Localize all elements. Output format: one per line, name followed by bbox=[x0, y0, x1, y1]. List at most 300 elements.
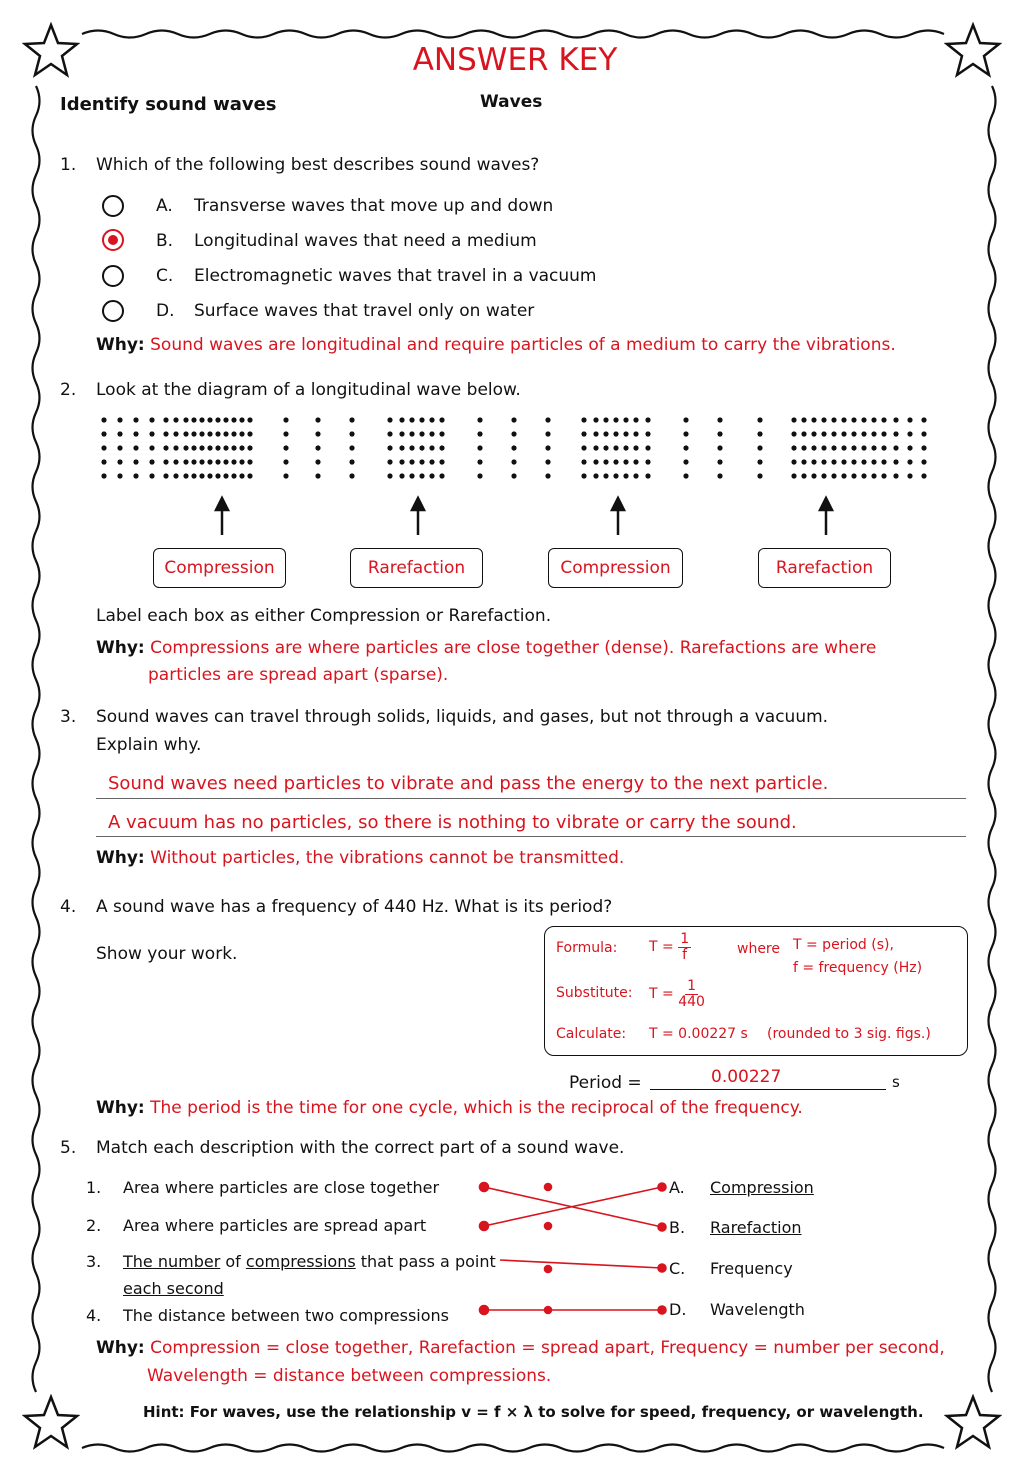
particle-dot bbox=[593, 431, 598, 436]
q1-text: Which of the following best describes sound waves? bbox=[96, 155, 540, 175]
answer-text: Compression bbox=[710, 1178, 814, 1197]
particle-dot bbox=[477, 473, 482, 478]
particle-dot bbox=[545, 445, 550, 450]
q2-text: Look at the diagram of a longitudinal wave below. bbox=[96, 380, 521, 400]
particle-dot bbox=[239, 417, 244, 422]
where-f: f = frequency (Hz) bbox=[793, 960, 923, 976]
particle-dot bbox=[871, 417, 876, 422]
particle-dot bbox=[811, 431, 816, 436]
particle-dot bbox=[399, 445, 404, 450]
particle-dot bbox=[409, 473, 414, 478]
q1-why bbox=[96, 335, 896, 355]
particle-dot bbox=[861, 417, 866, 422]
particle-dot bbox=[387, 445, 392, 450]
q5-why-line1: Compression = close together, Rarefaction = spread apart, Frequency = number per second, bbox=[150, 1338, 945, 1358]
particle-dot bbox=[419, 431, 424, 436]
particle-dot bbox=[623, 417, 628, 422]
where-t: T = period (s), bbox=[793, 937, 894, 953]
particle-dot bbox=[349, 417, 354, 422]
particle-dot bbox=[419, 417, 424, 422]
particle-dot bbox=[683, 473, 688, 478]
particle-dot bbox=[183, 459, 188, 464]
label-box-2[interactable]: Rarefaction bbox=[350, 548, 483, 588]
particle-dot bbox=[349, 473, 354, 478]
particle-dot bbox=[717, 445, 722, 450]
particle-dot bbox=[921, 417, 926, 422]
q4-show-work: Show your work. bbox=[96, 944, 238, 964]
substitute-equation bbox=[649, 979, 705, 1009]
q2-why bbox=[96, 638, 876, 658]
particle-dot bbox=[581, 431, 586, 436]
particle-dot bbox=[399, 459, 404, 464]
particle-dot bbox=[645, 417, 650, 422]
particle-dot bbox=[801, 417, 806, 422]
particle-dot bbox=[223, 473, 228, 478]
particle-dot bbox=[581, 445, 586, 450]
particle-dot bbox=[173, 459, 178, 464]
q3-text-line1: Sound waves can travel through solids, liquids, and gases, but not through a vacuum. bbox=[96, 707, 829, 727]
particle-dot bbox=[223, 459, 228, 464]
particle-dot bbox=[613, 473, 618, 478]
particle-dot bbox=[117, 459, 122, 464]
particle-dot bbox=[409, 445, 414, 450]
radio-icon[interactable] bbox=[102, 195, 124, 217]
particle-dot bbox=[645, 431, 650, 436]
particle-dot bbox=[429, 417, 434, 422]
particle-dot bbox=[183, 431, 188, 436]
particle-dot bbox=[717, 473, 722, 478]
radio-icon[interactable] bbox=[102, 300, 124, 322]
particle-dot bbox=[841, 445, 846, 450]
particle-dot bbox=[215, 473, 220, 478]
particle-dot bbox=[215, 431, 220, 436]
particle-dot bbox=[133, 431, 138, 436]
particle-dot bbox=[239, 445, 244, 450]
q5-why-line2: Wavelength = distance between compressions. bbox=[147, 1366, 552, 1386]
particle-dot bbox=[477, 459, 482, 464]
particle-dot bbox=[477, 417, 482, 422]
particle-dot bbox=[191, 445, 196, 450]
particle-dot bbox=[231, 459, 236, 464]
particle-dot bbox=[757, 445, 762, 450]
particle-dot bbox=[613, 431, 618, 436]
q4-why bbox=[96, 1098, 803, 1118]
particle-dot bbox=[215, 445, 220, 450]
answer-letter: A. bbox=[669, 1178, 685, 1197]
particle-dot bbox=[315, 431, 320, 436]
q3-why bbox=[96, 848, 624, 868]
particle-dot bbox=[173, 473, 178, 478]
particle-dot bbox=[603, 459, 608, 464]
particle-dot bbox=[717, 459, 722, 464]
radio-icon[interactable] bbox=[102, 229, 124, 251]
particle-dot bbox=[791, 473, 796, 478]
particle-dot bbox=[429, 445, 434, 450]
subject-label: Waves bbox=[480, 92, 543, 112]
particle-dot bbox=[429, 431, 434, 436]
particle-dot bbox=[811, 459, 816, 464]
label-box-3[interactable]: Compression bbox=[548, 548, 683, 588]
particle-dot bbox=[881, 417, 886, 422]
t-equals: T = bbox=[649, 986, 674, 1003]
particle-dot bbox=[811, 417, 816, 422]
particle-dot bbox=[593, 473, 598, 478]
calculate-label: Calculate: bbox=[556, 1026, 627, 1042]
particle-dot bbox=[149, 459, 154, 464]
particle-dot bbox=[387, 417, 392, 422]
q1-option-text: Longitudinal waves that need a medium bbox=[194, 231, 537, 251]
rounding-note: (rounded to 3 sig. figs.) bbox=[767, 1026, 931, 1042]
particle-dot bbox=[215, 417, 220, 422]
answer-letter: B. bbox=[669, 1218, 686, 1237]
particle-dot bbox=[429, 459, 434, 464]
particle-dot bbox=[511, 417, 516, 422]
particle-dot bbox=[821, 459, 826, 464]
particle-dot bbox=[199, 459, 204, 464]
particle-dot bbox=[593, 417, 598, 422]
particle-dot bbox=[861, 445, 866, 450]
particle-dot bbox=[387, 431, 392, 436]
particle-dot bbox=[613, 459, 618, 464]
denominator: f bbox=[682, 946, 688, 963]
q4-number: 4. bbox=[60, 897, 77, 917]
numerator: 1 bbox=[687, 978, 697, 994]
particle-dot bbox=[623, 473, 628, 478]
particle-dot bbox=[511, 445, 516, 450]
particle-dot bbox=[133, 459, 138, 464]
particle-dot bbox=[399, 417, 404, 422]
desc-number: 2. bbox=[86, 1216, 102, 1235]
answer-line bbox=[96, 798, 966, 799]
particle-dot bbox=[811, 473, 816, 478]
particle-dot bbox=[851, 459, 856, 464]
particle-dot bbox=[207, 431, 212, 436]
topic-label: Identify sound waves bbox=[60, 94, 277, 115]
particle-dot bbox=[223, 417, 228, 422]
particle-dot bbox=[921, 473, 926, 478]
particle-dot bbox=[223, 445, 228, 450]
particle-dot bbox=[199, 445, 204, 450]
particle-dot bbox=[399, 473, 404, 478]
particle-dot bbox=[191, 459, 196, 464]
particle-dot bbox=[207, 445, 212, 450]
particle-dot bbox=[683, 445, 688, 450]
q1-option-letter: B. bbox=[156, 231, 174, 251]
arrow-up-icon bbox=[412, 498, 424, 535]
particle-dot bbox=[133, 417, 138, 422]
particle-dot bbox=[633, 417, 638, 422]
particle-dot bbox=[387, 459, 392, 464]
particle-dot bbox=[717, 431, 722, 436]
longitudinal-wave-diagram bbox=[90, 410, 950, 550]
matching-lines[interactable] bbox=[470, 1170, 670, 1330]
period-label: Period = bbox=[569, 1073, 642, 1093]
particle-dot bbox=[101, 473, 106, 478]
particle-dot bbox=[907, 431, 912, 436]
particle-dot bbox=[439, 445, 444, 450]
particle-dot bbox=[283, 473, 288, 478]
particle-dot bbox=[921, 431, 926, 436]
q5-number: 5. bbox=[60, 1138, 77, 1158]
particle-dot bbox=[117, 473, 122, 478]
particle-dot bbox=[239, 473, 244, 478]
particle-dot bbox=[409, 431, 414, 436]
particle-dot bbox=[399, 431, 404, 436]
desc-number: 4. bbox=[86, 1306, 102, 1325]
why-label: Why: bbox=[96, 1098, 145, 1118]
q2-why-line1: Compressions are where particles are close together (dense). Rarefactions are where bbox=[150, 638, 877, 658]
particle-dot bbox=[545, 417, 550, 422]
particle-dot bbox=[439, 459, 444, 464]
particle-dot bbox=[861, 431, 866, 436]
q3-answer-line2[interactable]: A vacuum has no particles, so there is nothing to vibrate or carry the sound. bbox=[108, 812, 797, 833]
particle-dot bbox=[893, 445, 898, 450]
particle-dot bbox=[921, 445, 926, 450]
particle-dot bbox=[633, 445, 638, 450]
particle-dot bbox=[419, 445, 424, 450]
particle-dot bbox=[851, 473, 856, 478]
particle-dot bbox=[283, 417, 288, 422]
particle-dot bbox=[581, 459, 586, 464]
particle-dot bbox=[861, 473, 866, 478]
q1-option-text: Surface waves that travel only on water bbox=[194, 301, 535, 321]
particle-dot bbox=[881, 431, 886, 436]
particle-dot bbox=[163, 473, 168, 478]
particle-dot bbox=[593, 445, 598, 450]
particle-dot bbox=[841, 417, 846, 422]
particle-dot bbox=[871, 445, 876, 450]
particle-dot bbox=[757, 417, 762, 422]
particle-dot bbox=[149, 417, 154, 422]
particle-dot bbox=[439, 431, 444, 436]
particle-dot bbox=[851, 431, 856, 436]
substitute-label: Substitute: bbox=[556, 985, 633, 1001]
answer-text: Wavelength bbox=[710, 1300, 805, 1319]
particle-dot bbox=[117, 445, 122, 450]
desc-number: 1. bbox=[86, 1178, 102, 1197]
particle-dot bbox=[645, 473, 650, 478]
where-label: where bbox=[737, 941, 780, 957]
particle-dot bbox=[349, 445, 354, 450]
particle-dot bbox=[791, 445, 796, 450]
particle-dot bbox=[117, 417, 122, 422]
particle-dot bbox=[349, 459, 354, 464]
particle-dot bbox=[199, 473, 204, 478]
particle-dot bbox=[907, 459, 912, 464]
why-label: Why: bbox=[96, 848, 145, 868]
particle-dot bbox=[215, 459, 220, 464]
particle-dot bbox=[283, 445, 288, 450]
particle-dot bbox=[117, 431, 122, 436]
formula-label: Formula: bbox=[556, 940, 618, 956]
particle-dot bbox=[207, 459, 212, 464]
q2-instruction: Label each box as either Compression or Rarefaction. bbox=[96, 606, 552, 626]
particle-dot bbox=[717, 417, 722, 422]
particle-dot bbox=[191, 431, 196, 436]
particle-dot bbox=[907, 417, 912, 422]
calculate-value: T = 0.00227 s bbox=[649, 1026, 748, 1042]
particle-dot bbox=[613, 445, 618, 450]
particle-dot bbox=[283, 431, 288, 436]
particle-dot bbox=[199, 431, 204, 436]
particle-dot bbox=[173, 417, 178, 422]
answer-text: Frequency bbox=[710, 1259, 793, 1278]
particle-dot bbox=[231, 417, 236, 422]
particle-dot bbox=[871, 431, 876, 436]
particle-dot bbox=[683, 417, 688, 422]
particle-dot bbox=[811, 445, 816, 450]
particle-dot bbox=[163, 417, 168, 422]
why-label: Why: bbox=[96, 1338, 145, 1358]
period-unit: s bbox=[892, 1073, 900, 1091]
particle-dot bbox=[757, 473, 762, 478]
q1-option-text: Electromagnetic waves that travel in a vacuum bbox=[194, 266, 597, 286]
particle-dot bbox=[133, 445, 138, 450]
particle-dot bbox=[851, 417, 856, 422]
period-answer[interactable]: 0.00227 bbox=[711, 1067, 782, 1087]
particle-dot bbox=[387, 473, 392, 478]
particle-dot bbox=[801, 459, 806, 464]
particle-dot bbox=[545, 473, 550, 478]
particle-dot bbox=[831, 431, 836, 436]
particle-dot bbox=[633, 459, 638, 464]
particle-dot bbox=[757, 431, 762, 436]
particle-dot bbox=[439, 417, 444, 422]
star-icon bbox=[22, 1394, 80, 1452]
particle-dot bbox=[821, 445, 826, 450]
particle-dot bbox=[315, 445, 320, 450]
hint: Hint: For waves, use the relationship v = f × λ to solve for speed, frequency, or wavelength. bbox=[143, 1403, 924, 1421]
particle-dot bbox=[841, 431, 846, 436]
particle-dot bbox=[893, 417, 898, 422]
particle-dot bbox=[231, 473, 236, 478]
work-box bbox=[544, 926, 968, 1056]
desc-text: The distance between two compressions bbox=[123, 1306, 450, 1325]
particle-dot bbox=[191, 417, 196, 422]
q2-number: 2. bbox=[60, 380, 77, 400]
particle-dot bbox=[791, 459, 796, 464]
particle-dot bbox=[893, 459, 898, 464]
particle-dot bbox=[623, 431, 628, 436]
particle-dot bbox=[191, 473, 196, 478]
q5-text: Match each description with the correct part of a sound wave. bbox=[96, 1138, 625, 1158]
particle-dot bbox=[149, 431, 154, 436]
particle-dot bbox=[907, 473, 912, 478]
arrow-up-icon bbox=[216, 498, 228, 535]
desc-text: Area where particles are close together bbox=[123, 1178, 440, 1197]
particle-dot bbox=[821, 417, 826, 422]
desc-text: The number of compressions that pass a point bbox=[123, 1252, 496, 1271]
label-box-4[interactable]: Rarefaction bbox=[758, 548, 891, 588]
radio-icon[interactable] bbox=[102, 265, 124, 287]
particle-dot bbox=[593, 459, 598, 464]
particle-dot bbox=[603, 473, 608, 478]
particle-dot bbox=[831, 445, 836, 450]
particle-dot bbox=[623, 459, 628, 464]
particle-dot bbox=[511, 473, 516, 478]
particle-dot bbox=[101, 417, 106, 422]
q1-option-text: Transverse waves that move up and down bbox=[194, 196, 554, 216]
particle-dot bbox=[645, 445, 650, 450]
star-icon bbox=[944, 1394, 1002, 1452]
particle-dot bbox=[623, 445, 628, 450]
particle-dot bbox=[841, 459, 846, 464]
particle-dot bbox=[419, 473, 424, 478]
particle-dot bbox=[633, 431, 638, 436]
particle-dot bbox=[511, 459, 516, 464]
answer-text: Rarefaction bbox=[710, 1218, 802, 1237]
particle-dot bbox=[409, 459, 414, 464]
particle-dot bbox=[831, 417, 836, 422]
particle-dot bbox=[183, 417, 188, 422]
why-label: Why: bbox=[96, 335, 145, 355]
particle-dot bbox=[881, 445, 886, 450]
particle-dot bbox=[199, 417, 204, 422]
answer-line bbox=[96, 836, 966, 837]
particle-dot bbox=[801, 473, 806, 478]
particle-dot bbox=[603, 445, 608, 450]
q3-answer-line1[interactable]: Sound waves need particles to vibrate and pass the energy to the next particle. bbox=[108, 773, 829, 794]
particle-dot bbox=[791, 417, 796, 422]
q2-why-line2: particles are spread apart (sparse). bbox=[148, 665, 449, 685]
q1-option-letter: C. bbox=[156, 266, 174, 286]
particle-dot bbox=[149, 473, 154, 478]
particle-dot bbox=[429, 473, 434, 478]
particle-dot bbox=[831, 459, 836, 464]
particle-dot bbox=[247, 473, 252, 478]
particle-dot bbox=[223, 431, 228, 436]
particle-dot bbox=[231, 445, 236, 450]
particle-dot bbox=[173, 431, 178, 436]
particle-dot bbox=[871, 459, 876, 464]
particle-dot bbox=[315, 459, 320, 464]
particle-dot bbox=[133, 473, 138, 478]
arrow-up-icon bbox=[820, 498, 832, 535]
label-box-1[interactable]: Compression bbox=[153, 548, 286, 588]
particle-dot bbox=[173, 445, 178, 450]
q1-why-text: Sound waves are longitudinal and require particles of a medium to carry the vibrations. bbox=[150, 335, 896, 355]
answer-letter: D. bbox=[669, 1300, 687, 1319]
particle-dot bbox=[283, 459, 288, 464]
particle-dot bbox=[545, 431, 550, 436]
desc-text-cont: each second bbox=[123, 1279, 224, 1298]
period-answer-line bbox=[650, 1089, 886, 1090]
t-equals: T = bbox=[649, 939, 674, 956]
particle-dot bbox=[683, 431, 688, 436]
particle-dot bbox=[881, 459, 886, 464]
particle-dot bbox=[477, 445, 482, 450]
particle-dot bbox=[841, 473, 846, 478]
particle-dot bbox=[581, 473, 586, 478]
particle-dot bbox=[791, 431, 796, 436]
particle-dot bbox=[633, 473, 638, 478]
q1-option-letter: A. bbox=[156, 196, 173, 216]
arrow-up-icon bbox=[612, 498, 624, 535]
particle-dot bbox=[821, 473, 826, 478]
particle-dot bbox=[801, 445, 806, 450]
particle-dot bbox=[247, 417, 252, 422]
particle-dot bbox=[603, 431, 608, 436]
particle-dot bbox=[881, 473, 886, 478]
particle-dot bbox=[581, 417, 586, 422]
q3-text-line2: Explain why. bbox=[96, 735, 202, 755]
particle-dot bbox=[613, 417, 618, 422]
particle-dot bbox=[477, 431, 482, 436]
answer-letter: C. bbox=[669, 1259, 686, 1278]
desc-text: Area where particles are spread apart bbox=[123, 1216, 427, 1235]
particle-dot bbox=[207, 473, 212, 478]
particle-dot bbox=[893, 431, 898, 436]
